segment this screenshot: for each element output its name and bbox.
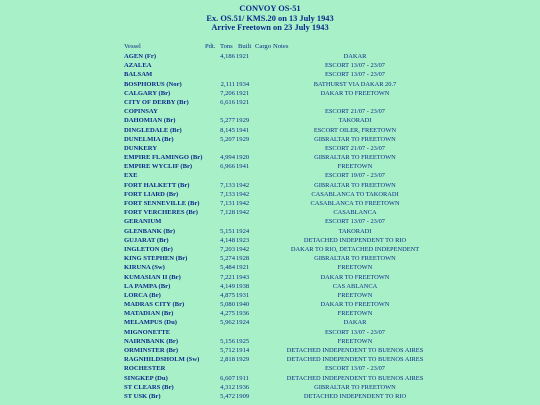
table-row bbox=[0, 217, 540, 226]
tons-cell: 2,111 bbox=[220, 80, 235, 88]
tons-cell: 8,145 bbox=[220, 126, 235, 134]
vessel-cell: ST CLEARS (Br) bbox=[124, 383, 174, 391]
built-cell: 1911 bbox=[236, 374, 249, 382]
table-row bbox=[0, 52, 540, 61]
vessel-cell: EMPIRE FLAMINGO (Br) bbox=[124, 154, 203, 162]
col-built-header: Built bbox=[238, 43, 252, 50]
table-row bbox=[0, 70, 540, 79]
tons-cell: 5,080 bbox=[220, 301, 235, 309]
vessel-cell: ST USK (Br) bbox=[124, 392, 161, 400]
notes-cell: ESCORT 21/07 - 23/07 bbox=[324, 144, 386, 152]
tons-cell: 7,133 bbox=[220, 190, 235, 198]
vessel-cell: GUJARAT (Br) bbox=[124, 236, 169, 244]
notes-cell: FREETOWN bbox=[337, 337, 373, 345]
built-cell: 1938 bbox=[236, 282, 250, 290]
notes-cell: FREETOWN bbox=[337, 310, 373, 318]
tons-cell: 4,875 bbox=[220, 291, 235, 299]
vessel-cell: ORMINSTER (Br) bbox=[124, 347, 179, 354]
notes-cell: FREETOWN bbox=[337, 264, 373, 272]
vessel-cell: DAHOMIAN (Br) bbox=[124, 117, 176, 125]
col-vessel-header: Vessel bbox=[124, 43, 141, 50]
notes-cell: CAS ABLANCA bbox=[332, 282, 378, 290]
table-row bbox=[0, 126, 540, 135]
notes-cell: FREETOWN bbox=[337, 163, 373, 171]
built-cell: 1928 bbox=[236, 255, 250, 263]
table-row bbox=[0, 61, 540, 70]
notes-cell: GIBRALTAR TO FREETOWN bbox=[314, 135, 396, 143]
table-row bbox=[0, 116, 540, 125]
notes-cell: ESCORT 13/07 - 23/07 bbox=[324, 62, 386, 70]
built-cell: 1914 bbox=[236, 347, 250, 354]
col-tons-header: Tons bbox=[220, 43, 233, 50]
built-cell: 1942 bbox=[236, 181, 250, 189]
table-row bbox=[0, 328, 540, 337]
tons-cell: 4,149 bbox=[220, 282, 235, 290]
notes-cell: CASABLANCA TO FREETOWN bbox=[310, 200, 400, 207]
notes-cell: ESCORT 13/07 - 23/07 bbox=[324, 71, 386, 79]
table-row bbox=[0, 282, 540, 291]
notes-cell: ESCORT 13/07 - 23/07 bbox=[324, 328, 386, 336]
built-cell: 1943 bbox=[236, 273, 250, 281]
col-notes-header: Notes bbox=[273, 43, 289, 50]
table-row bbox=[0, 171, 540, 180]
vessel-cell: RAGNHILDSHOLM (Sw) bbox=[124, 356, 200, 364]
table-row bbox=[0, 309, 540, 318]
vessel-cell: GERANIUM bbox=[124, 218, 162, 226]
table-row bbox=[0, 346, 540, 355]
vessel-cell: LORCA (Br) bbox=[124, 291, 161, 299]
table-row bbox=[0, 291, 540, 300]
table-row bbox=[0, 273, 540, 282]
notes-cell: DAKAR TO FREETOWN bbox=[320, 89, 390, 97]
built-cell: 1924 bbox=[236, 319, 250, 327]
tons-cell: 7,221 bbox=[220, 273, 235, 281]
notes-cell: DAKAR bbox=[343, 53, 367, 60]
vessel-cell: INGLETON (Br) bbox=[124, 245, 173, 253]
notes-cell: GIBRALTAR TO FREETOWN bbox=[314, 383, 396, 391]
notes-cell: TAKORADI bbox=[338, 227, 372, 235]
vessel-cell: CALGARY (Br) bbox=[124, 89, 171, 97]
built-cell: 1923 bbox=[236, 236, 250, 244]
tons-cell: 5,712 bbox=[220, 347, 235, 354]
table-header-row bbox=[0, 42, 540, 52]
vessel-cell: NAIRNBANK (Br) bbox=[124, 337, 179, 345]
vessel-cell: MADRAS CITY (Br) bbox=[124, 301, 185, 309]
tons-cell: 7,133 bbox=[220, 181, 235, 189]
vessel-cell: BALSAM bbox=[124, 71, 153, 79]
vessel-cell: GLENBANK (Br) bbox=[124, 227, 176, 235]
notes-cell: GIBRALTAR TO FREETOWN bbox=[314, 181, 396, 189]
table-row bbox=[0, 383, 540, 392]
tons-cell: 4,994 bbox=[220, 154, 235, 162]
tons-cell: 4,186 bbox=[220, 53, 235, 60]
vessel-cell: FORT LIARD (Br) bbox=[124, 190, 179, 198]
table-row bbox=[0, 337, 540, 346]
table-row bbox=[0, 153, 540, 162]
table-row bbox=[0, 199, 540, 208]
table-row bbox=[0, 135, 540, 144]
tons-cell: 7,131 bbox=[220, 200, 235, 207]
table-row bbox=[0, 190, 540, 199]
notes-cell: FREETOWN bbox=[337, 291, 373, 299]
vessel-cell: DINGLEDALE (Br) bbox=[124, 126, 182, 134]
built-cell: 1929 bbox=[236, 117, 250, 125]
document-header bbox=[0, 0, 540, 33]
notes-cell: DAKAR bbox=[343, 319, 367, 327]
built-cell: 1941 bbox=[236, 163, 250, 171]
vessel-cell: EMPIRE WYCLIF (Br) bbox=[124, 163, 193, 171]
built-cell: 1920 bbox=[236, 154, 250, 162]
vessel-cell: SINGKEP (Du) bbox=[124, 374, 168, 382]
table-row bbox=[0, 162, 540, 171]
col-pdt-header: Pdt. bbox=[205, 43, 216, 50]
tons-cell: 6,607 bbox=[220, 374, 235, 382]
col-cargo-header: Cargo bbox=[255, 43, 271, 50]
table-row bbox=[0, 374, 540, 383]
vessel-cell: ROCHESTER bbox=[124, 365, 166, 373]
vessel-cell: LA PAMPA (Br) bbox=[124, 282, 171, 290]
notes-cell: DETACHED INDEPENDENT TO BUENOS AIRES bbox=[286, 347, 424, 354]
table-row bbox=[0, 144, 540, 153]
tons-cell: 6,966 bbox=[220, 163, 235, 171]
notes-cell: ESCORT 13/07 - 23/07 bbox=[324, 365, 386, 373]
built-cell: 1942 bbox=[236, 200, 250, 207]
convoy-title: CONVOY OS-51 bbox=[239, 4, 301, 13]
built-cell: 1940 bbox=[236, 301, 250, 309]
vessel-cell: DUNKERY bbox=[124, 144, 158, 152]
tons-cell: 5,962 bbox=[220, 319, 235, 327]
tons-cell: 4,275 bbox=[220, 310, 235, 318]
vessel-cell: COPINSAY bbox=[124, 108, 158, 116]
notes-cell: GIBRALTAR TO FREETOWN bbox=[314, 154, 396, 162]
built-cell: 1929 bbox=[236, 356, 250, 364]
vessel-cell: FORT HALKETT (Br) bbox=[124, 181, 190, 189]
tons-cell: 7,128 bbox=[220, 209, 235, 217]
built-cell: 1931 bbox=[236, 291, 250, 299]
built-cell: 1929 bbox=[236, 135, 250, 143]
built-cell: 1921 bbox=[236, 98, 250, 106]
table-row bbox=[0, 300, 540, 309]
built-cell: 1936 bbox=[236, 310, 250, 318]
notes-cell: BATHURST VIA DAKAR 20.7 bbox=[313, 80, 397, 88]
built-cell: 1934 bbox=[236, 80, 250, 88]
table-row bbox=[0, 263, 540, 272]
notes-cell: DETACHED INDEPENDENT TO RIO bbox=[303, 236, 407, 244]
table-row bbox=[0, 80, 540, 89]
table-row bbox=[0, 227, 540, 236]
table-row bbox=[0, 236, 540, 245]
built-cell: 1942 bbox=[236, 209, 250, 217]
vessel-cell: KIRUNA (Sw) bbox=[124, 264, 165, 272]
notes-cell: DAKAR TO FREETOWN bbox=[320, 273, 390, 281]
notes-cell: DAKAR TO FREETOWN bbox=[320, 301, 390, 309]
notes-cell: ESCORT OILER, FREETOWN bbox=[313, 126, 397, 134]
built-cell: 1936 bbox=[236, 383, 250, 391]
vessel-cell: MATADIAN (Br) bbox=[124, 310, 174, 318]
tons-cell: 2,818 bbox=[220, 356, 235, 364]
vessel-cell: AGEN (Fr) bbox=[124, 53, 157, 60]
built-cell: 1941 bbox=[236, 126, 250, 134]
vessel-cell: KUMASIAN II (Br) bbox=[124, 273, 181, 281]
table-row bbox=[0, 89, 540, 98]
notes-cell: CASABLANCA bbox=[333, 209, 377, 217]
vessel-cell: EXE bbox=[124, 172, 138, 180]
tons-cell: 4,312 bbox=[220, 383, 235, 391]
table-row bbox=[0, 392, 540, 401]
table-row bbox=[0, 364, 540, 373]
tons-cell: 5,484 bbox=[220, 264, 235, 272]
built-cell: 1924 bbox=[236, 227, 250, 235]
convoy-subtitle: Ex. OS.51/ KMS.20 on 13 July 1943 bbox=[206, 13, 334, 23]
vessel-cell: MIGNONETTE bbox=[124, 328, 171, 336]
table-row bbox=[0, 245, 540, 254]
tons-cell: 5,156 bbox=[220, 337, 235, 345]
vessel-cell: FORT SENNEVILLE (Br) bbox=[124, 200, 200, 207]
table-row bbox=[0, 254, 540, 263]
notes-cell: TAKORADI bbox=[338, 117, 372, 125]
tons-cell: 7,203 bbox=[220, 245, 235, 253]
tons-cell: 5,207 bbox=[220, 135, 235, 143]
notes-cell: DAKAR TO RIO, DETACHED INDEPENDENT bbox=[290, 245, 420, 253]
vessel-cell: BOSPHORUS (Nor) bbox=[124, 80, 182, 88]
vessel-cell: CITY OF DERBY (Br) bbox=[124, 98, 189, 106]
vessel-cell: DUNELMIA (Br) bbox=[124, 135, 174, 143]
table-row bbox=[0, 98, 540, 107]
convoy-table bbox=[0, 42, 540, 401]
table-row bbox=[0, 181, 540, 190]
tons-cell: 5,151 bbox=[220, 227, 235, 235]
tons-cell: 5,277 bbox=[220, 117, 235, 125]
notes-cell: GIBRALTAR TO FREETOWN bbox=[314, 255, 396, 263]
built-cell: 1942 bbox=[236, 245, 250, 253]
built-cell: 1909 bbox=[236, 392, 250, 400]
built-cell: 1942 bbox=[236, 190, 250, 198]
tons-cell: 6,616 bbox=[220, 98, 235, 106]
notes-cell: DETACHED INDEPENDENT TO BUENOS AIRES bbox=[286, 356, 424, 364]
tons-cell: 5,472 bbox=[220, 392, 235, 400]
table-row bbox=[0, 355, 540, 364]
tons-cell: 7,206 bbox=[220, 89, 235, 97]
vessel-cell: AZALEA bbox=[124, 62, 152, 70]
table-body bbox=[0, 52, 540, 401]
notes-cell: DETACHED INDEPENDENT TO BUENOS AIRES bbox=[286, 374, 424, 382]
vessel-cell: MELAMPUS (Du) bbox=[124, 319, 177, 327]
table-row bbox=[0, 318, 540, 327]
vessel-cell: FORT VERCHERES (Br) bbox=[124, 209, 198, 217]
notes-cell: DETACHED INDEPENDENT TO RIO bbox=[303, 392, 407, 400]
vessel-cell: KING STEPHEN (Br) bbox=[124, 255, 188, 263]
notes-cell: ESCORT 19/07 - 23/07 bbox=[324, 172, 386, 180]
table-row bbox=[0, 208, 540, 217]
notes-cell: CASABLANCA TO TAKORADI bbox=[311, 190, 399, 198]
tons-cell: 4,148 bbox=[220, 236, 235, 244]
built-cell: 1921 bbox=[236, 264, 250, 272]
built-cell: 1921 bbox=[236, 89, 250, 97]
built-cell: 1921 bbox=[236, 53, 250, 60]
notes-cell: ESCORT 13/07 - 23/07 bbox=[324, 218, 386, 226]
built-cell: 1925 bbox=[236, 337, 250, 345]
notes-cell: ESCORT 21/07 - 23/07 bbox=[324, 108, 386, 116]
convoy-arrival: Arrive Freetown on 23 July 1943 bbox=[211, 23, 329, 33]
table-row bbox=[0, 107, 540, 116]
tons-cell: 5,274 bbox=[220, 255, 235, 263]
